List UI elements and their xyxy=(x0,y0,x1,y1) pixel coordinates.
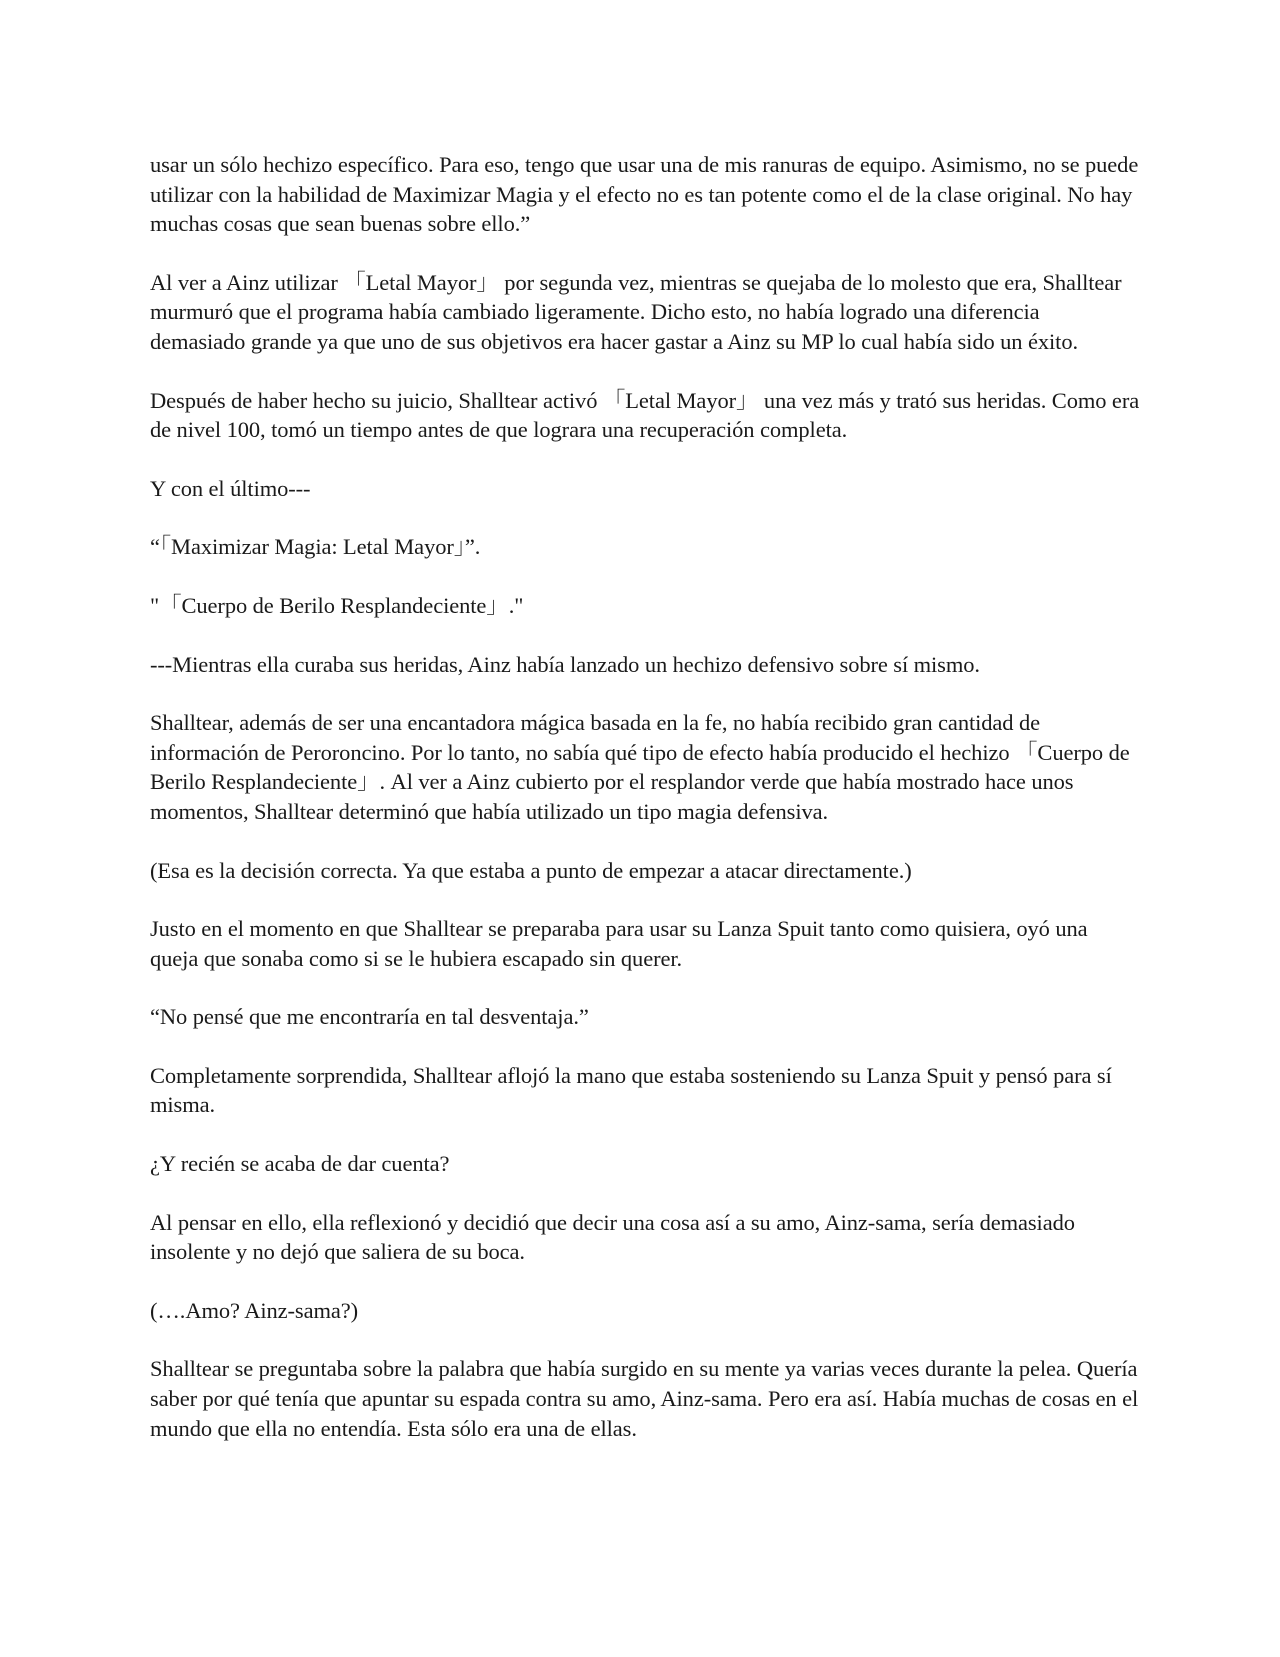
paragraph-6: "「Cuerpo de Berilo Resplandeciente」." xyxy=(150,592,524,618)
paragraph-13: ¿Y recién se acaba de dar cuenta? xyxy=(150,1151,450,1177)
document-page xyxy=(150,150,1140,1472)
paragraph-7: ---Mientras ella curaba sus heridas, Ainz había lanzado un hechizo defensivo sobre sí mismo. xyxy=(150,651,980,677)
paragraph-9: (Esa es la decisión correcta. Ya que estaba a punto de empezar a atacar directamente.) xyxy=(150,857,912,883)
paragraph-5: “「Maximizar Magia: Letal Mayor」”. xyxy=(150,534,481,560)
paragraph-8: Shalltear, además de ser una encantadora mágica basada en la fe, no había recibido gran cantidad de información de Peroroncino. Por lo tanto, no sabía qué tipo de efecto había producido el hechizo 「Cuerpo de Berilo Resplandeciente」. Al ver a Ainz cubierto por el resplandor verde que había mostrado hace unos momentos, Shalltear determinó que había utilizado un tipo magia defensiva. xyxy=(150,710,1130,824)
paragraph-12: Completamente sorprendida, Shalltear aflojó la mano que estaba sosteniendo su Lanza Spuit y pensó para sí misma. xyxy=(150,1062,1112,1118)
paragraph-2: Al ver a Ainz utilizar 「Letal Mayor」 por segunda vez, mientras se quejaba de lo molesto que era, Shalltear murmuró que el programa había cambiado ligeramente. Dicho esto, no había logrado una diferencia demasiado grande ya que uno de sus objetivos era hacer gastar a Ainz su MP lo cual había sido un éxito. xyxy=(150,269,1122,354)
paragraph-16: Shalltear se preguntaba sobre la palabra que había surgido en su mente ya varias veces durante la pelea. Quería saber por qué tenía que apuntar su espada contra su amo, Ainz-sama. Pero era así. Había muchas de cosas en el mundo que ella no entendía. Esta sólo era una de ellas. xyxy=(150,1356,1139,1441)
paragraph-14: Al pensar en ello, ella reflexionó y decidió que decir una cosa así a su amo, Ainz-sama, sería demasiado insolente y no dejó que saliera de su boca. xyxy=(150,1209,1075,1265)
paragraph-11: “No pensé que me encontraría en tal desventaja.” xyxy=(150,1004,589,1030)
paragraph-15: (….Amo? Ainz-sama?) xyxy=(150,1297,359,1323)
paragraph-10: Justo en el momento en que Shalltear se preparaba para usar su Lanza Spuit tanto como quisiera, oyó una queja que sonaba como si se le hubiera escapado sin querer. xyxy=(150,916,1088,971)
paragraph-1: usar un sólo hechizo específico. Para eso, tengo que usar una de mis ranuras de equipo. Asimismo, no se puede utilizar con la habilidad de Maximizar Magia y el efecto no es tan potente como el de la clase original. No hay muchas cosas que sean buenas sobre ello.” xyxy=(150,152,1139,237)
paragraph-4: Y con el último--- xyxy=(150,475,311,501)
paragraph-3: Después de haber hecho su juicio, Shalltear activó 「Letal Mayor」 una vez más y trató sus heridas. Como era de nivel 100, tomó un tiempo antes de que lograra una recuperación completa. xyxy=(150,387,1140,443)
